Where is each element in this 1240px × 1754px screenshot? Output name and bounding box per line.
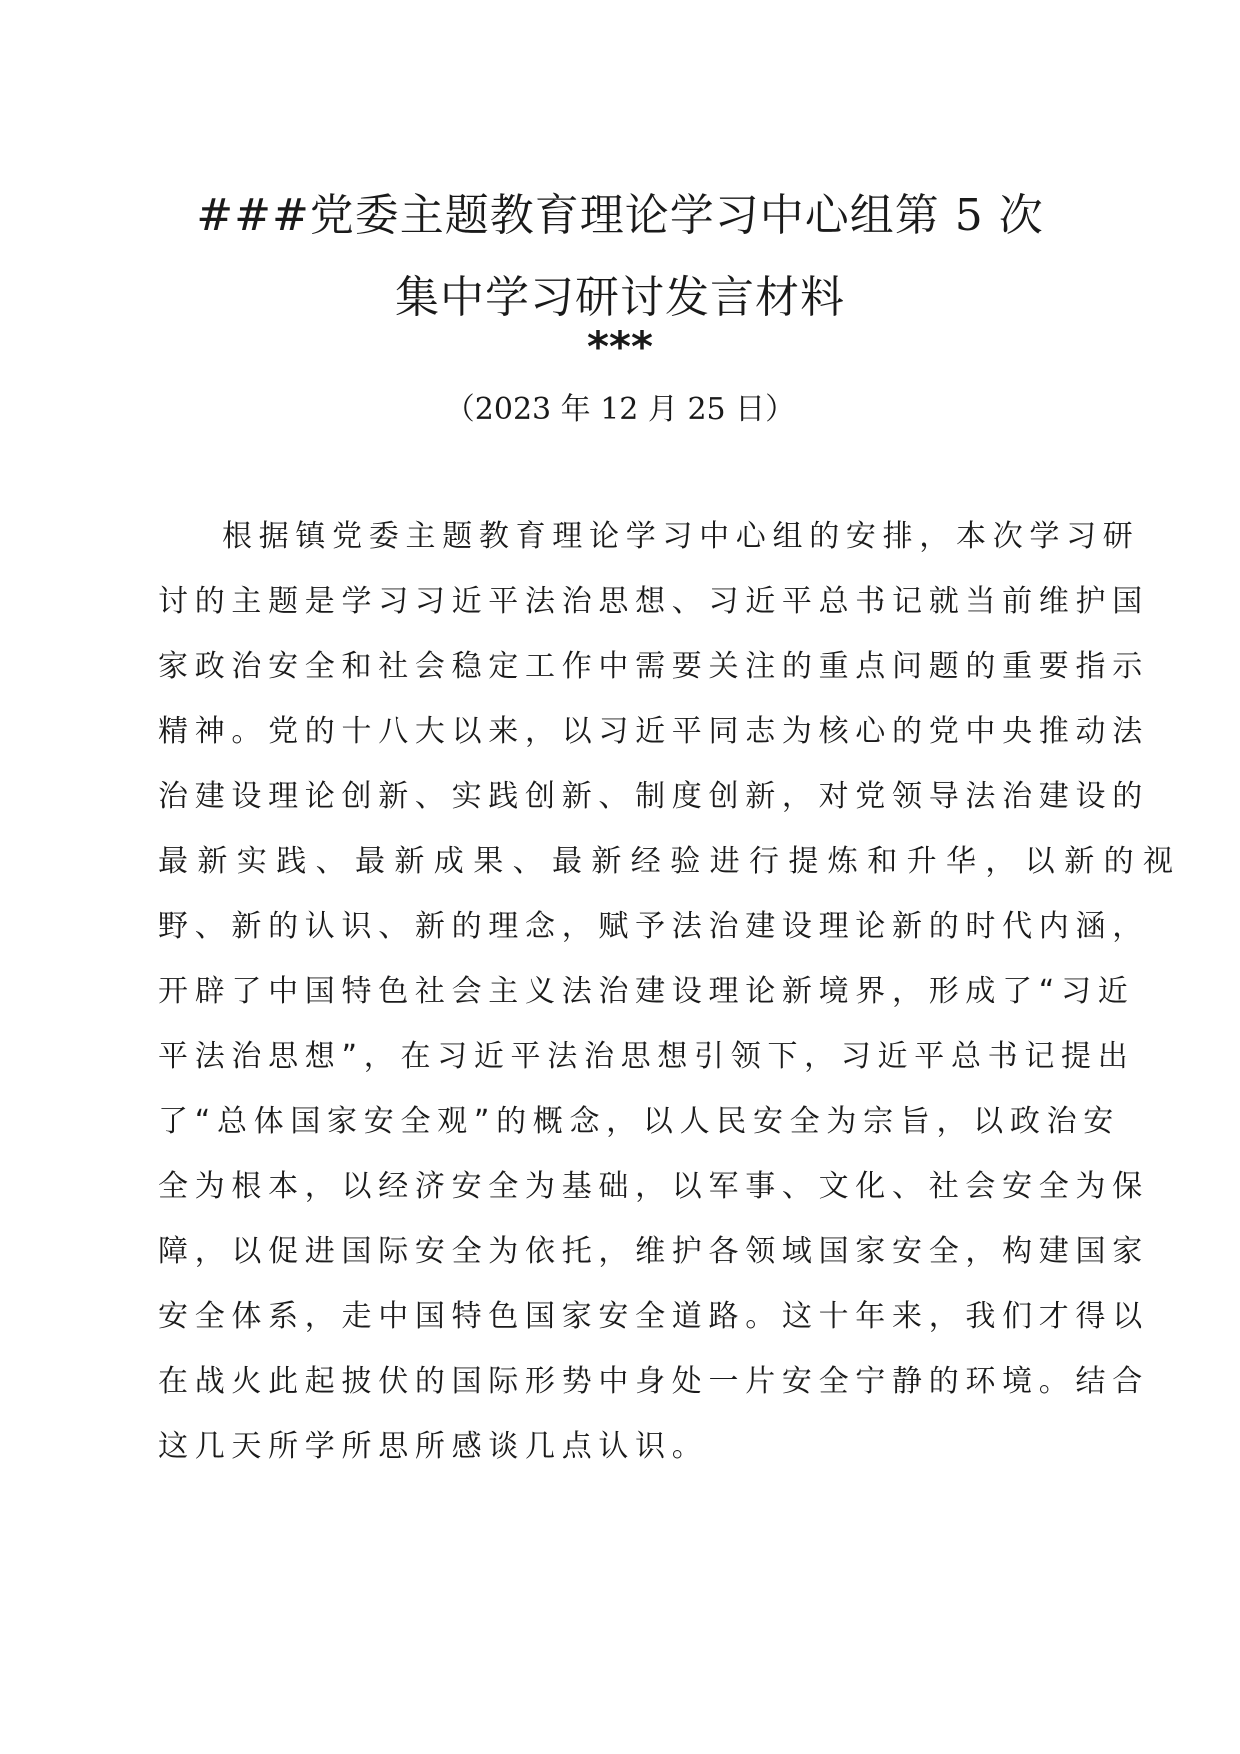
author-name: *** bbox=[587, 322, 653, 371]
paragraph-line: 这几天所学所思所感谈几点认识。 bbox=[158, 1429, 709, 1464]
paragraph-line: 平法治思想”，在习近平法治思想引领下，习近平总书记提出 bbox=[158, 1039, 1135, 1074]
paragraph-line: 在战火此起披伏的国际形势中身处一片安全宁静的环境。结合 bbox=[158, 1364, 1149, 1399]
paragraph-line: 障，以促进国际安全为依托，维护各领域国家安全，构建国家 bbox=[158, 1234, 1149, 1269]
document-date: （2023 年 12 月 25 日） bbox=[444, 392, 796, 427]
paragraph-line: 根据镇党委主题教育理论学习中心组的安排，本次学习研 bbox=[222, 519, 1140, 554]
paragraph-line: 开辟了中国特色社会主义法治建设理论新境界，形成了“习近 bbox=[158, 974, 1135, 1009]
paragraph-line: 最新实践、最新成果、最新经验进行提炼和升华，以新的视 bbox=[158, 844, 1183, 879]
paragraph-line: 家政治安全和社会稳定工作中需要关注的重点问题的重要指示 bbox=[158, 649, 1149, 684]
paragraph-line: 全为根本，以经济安全为基础，以军事、文化、社会安全为保 bbox=[158, 1169, 1149, 1204]
paragraph-line: 讨的主题是学习习近平法治思想、习近平总书记就当前维护国 bbox=[158, 584, 1149, 619]
document-title-line-2: 集中学习研讨发言材料 bbox=[395, 272, 845, 323]
paragraph-line: 治建设理论创新、实践创新、制度创新，对党领导法治建设的 bbox=[158, 779, 1149, 814]
paragraph-line: 野、新的认识、新的理念，赋予法治建设理论新的时代内涵， bbox=[158, 909, 1149, 944]
paragraph-line: 了“总体国家安全观”的概念，以人民安全为宗旨，以政治安 bbox=[158, 1104, 1120, 1139]
paragraph-line: 精神。党的十八大以来，以习近平同志为核心的党中央推动法 bbox=[158, 714, 1149, 749]
paragraph-line: 安全体系，走中国特色国家安全道路。这十年来，我们才得以 bbox=[158, 1299, 1149, 1334]
document-title-line-1: ###党委主题教育理论学习中心组第 5 次 bbox=[196, 190, 1044, 241]
